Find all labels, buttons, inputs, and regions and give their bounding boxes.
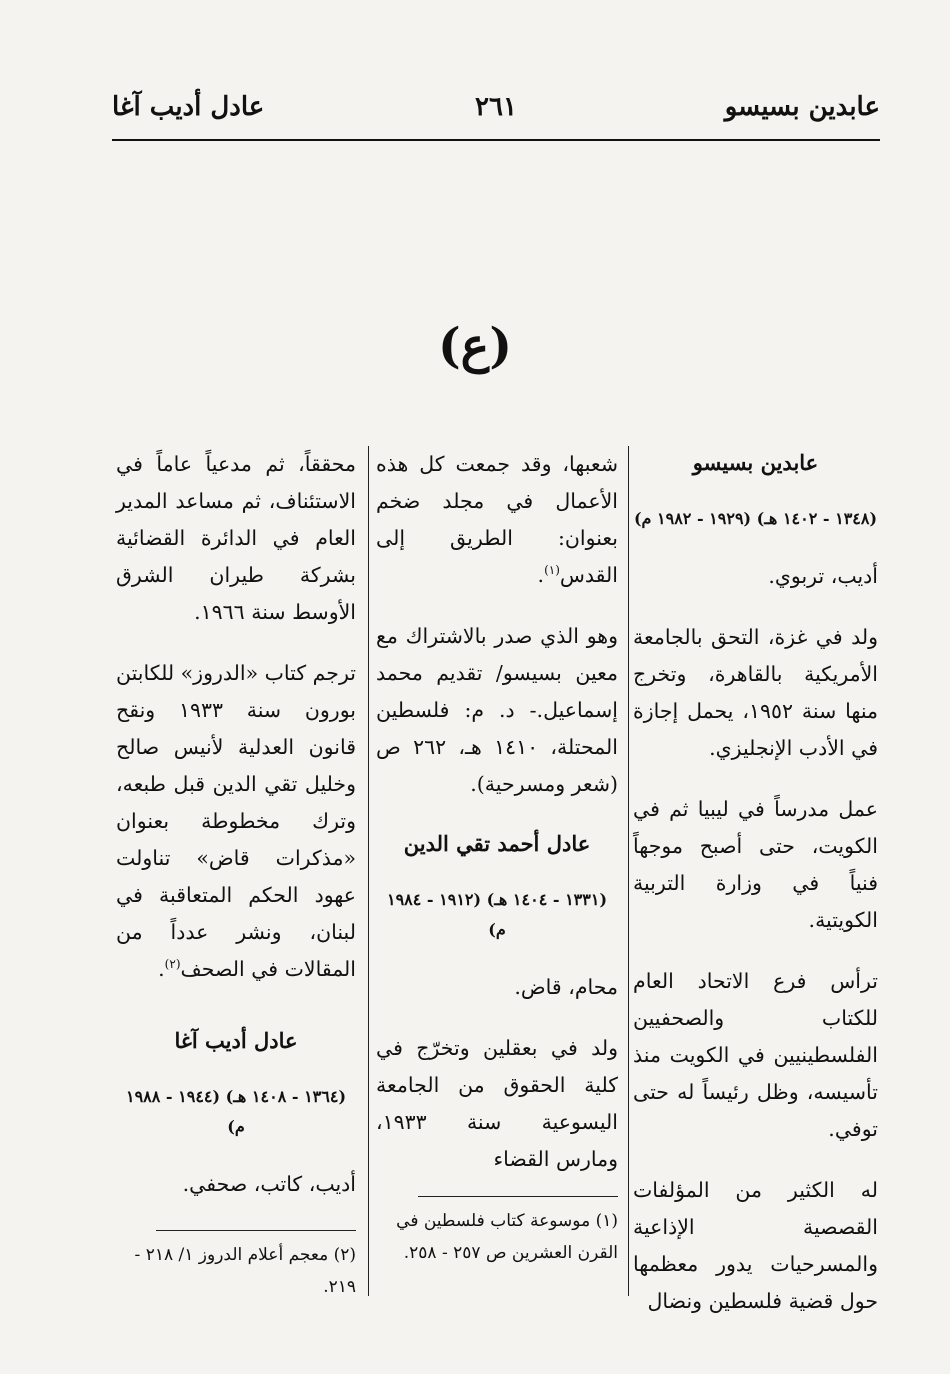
- paragraph: أديب، تربوي.: [768, 564, 878, 588]
- column-right: [633, 446, 878, 1344]
- entry-dates: (١٣٤٨ - ١٤٠٢ هـ) (١٩٢٩ - ١٩٨٢ م): [633, 509, 878, 528]
- entry-title: عابدين بسيسو: [692, 450, 819, 475]
- footnote-marker: (١): [544, 563, 560, 578]
- entry-dates: (١٣٦٤ - ١٤٠٨ هـ) (١٩٤٤ - ١٩٨٨ م): [125, 1087, 347, 1136]
- footnote-marker: (٢): [164, 957, 181, 972]
- paragraph: وهو الذي صدر بالاشتراك مع معين بسيسو/ تقديم محمد إسماعيل.- د. م: فلسطين المحتلة، ١٤١٠ هـ، ٢٦٢ ص (شعر ومسرحية).: [376, 624, 618, 796]
- paragraph: له الكثير من المؤلفات القصصية الإذاعية والمسرحيات يدور معظمها حول قضية فلسطين ونضال: [633, 1178, 878, 1313]
- paragraph: أديب، كاتب، صحفي.: [182, 1172, 356, 1196]
- footnote: (٢) معجم أعلام الدروز ١/ ٢١٨ - ٢١٩.: [134, 1245, 356, 1297]
- footnote-rule: [418, 1196, 618, 1197]
- header-rule: [112, 139, 880, 141]
- footnote-rule: [156, 1230, 356, 1231]
- running-header: [112, 92, 880, 138]
- entry-dates: (١٣٣١ - ١٤٠٤ هـ) (١٩١٢ - ١٩٨٤ م): [386, 890, 608, 939]
- footnote: (١) موسوعة كتاب فلسطين في القرن العشرين ص ٢٥٧ - ٢٥٨.: [396, 1211, 618, 1263]
- header-left-title: عادل أديب آغا: [112, 92, 265, 122]
- page-number: ٢٦١: [475, 92, 517, 122]
- footnote-block: [116, 1230, 356, 1303]
- column-divider-1: [628, 446, 629, 1296]
- column-divider-2: [368, 446, 369, 1296]
- footnote-block: [376, 1196, 618, 1269]
- paragraph: ترجم كتاب «الدروز» للكابتن بورون سنة ١٩٣٣ ونقح قانون العدلية لأنيس صالح وخليل تقي الدين قبل طبعه، وترك مخطوطة بعنوان «مذكرات قاض» تناولت عهود الحكم المتعاقبة في لبنان، ونشر عدداً من المقالات في الصحف$^{(٢)}$.: [116, 661, 356, 981]
- paragraph: ولد في بعقلين وتخرّج في كلية الحقوق من الجامعة اليسوعية سنة ١٩٣٣، ومارس القضاء: [376, 1036, 618, 1171]
- paragraph: محققاً، ثم مدعياً عاماً في الاستئناف، ثم مساعد المدير العام في الدائرة القضائية بشركة طيران الشرق الأوسط سنة ١٩٦٦.: [116, 452, 356, 624]
- entry-title: عادل أديب آغا: [174, 1028, 298, 1053]
- column-middle: [376, 446, 618, 1202]
- paragraph-text: شعبها، وقد جمعت كل هذه الأعمال في مجلد ضخم بعنوان: الطريق إلى القدس: [376, 452, 618, 587]
- section-letter: (ع): [437, 318, 513, 374]
- paragraph: محام، قاض.: [514, 975, 618, 999]
- entry-title: عادل أحمد تقي الدين: [403, 831, 591, 856]
- paragraph: ترأس فرع الاتحاد العام للكتاب والصحفيين الفلسطينيين في الكويت منذ تأسيسه، وظل رئيساً له حتى توفي.: [633, 969, 878, 1141]
- paragraph: شعبها، وقد جمعت كل هذه الأعمال في مجلد ضخم بعنوان: الطريق إلى القدس$^{(١)}$.: [376, 452, 618, 587]
- column-left: [116, 446, 356, 1227]
- paragraph-text: ترجم كتاب «الدروز» للكابتن بورون سنة ١٩٣٣ ونقح قانون العدلية لأنيس صالح وخليل تقي الدين قبل طبعه، وترك مخطوطة بعنوان «مذكرات قاض» تناولت عهود الحكم المتعاقبة في لبنان، ونشر عدداً من المقالات في الصحف: [116, 661, 356, 981]
- paragraph: ولد في غزة، التحق بالجامعة الأمريكية بالقاهرة، وتخرج منها سنة ١٩٥٢، يحمل إجازة في الأدب الإنجليزي.: [633, 625, 879, 760]
- header-right-title: عابدين بسيسو: [724, 92, 880, 122]
- paragraph: عمل مدرساً في ليبيا ثم في الكويت، حتى أصبح موجهاً فنياً في وزارة التربية الكويتية.: [633, 797, 878, 932]
